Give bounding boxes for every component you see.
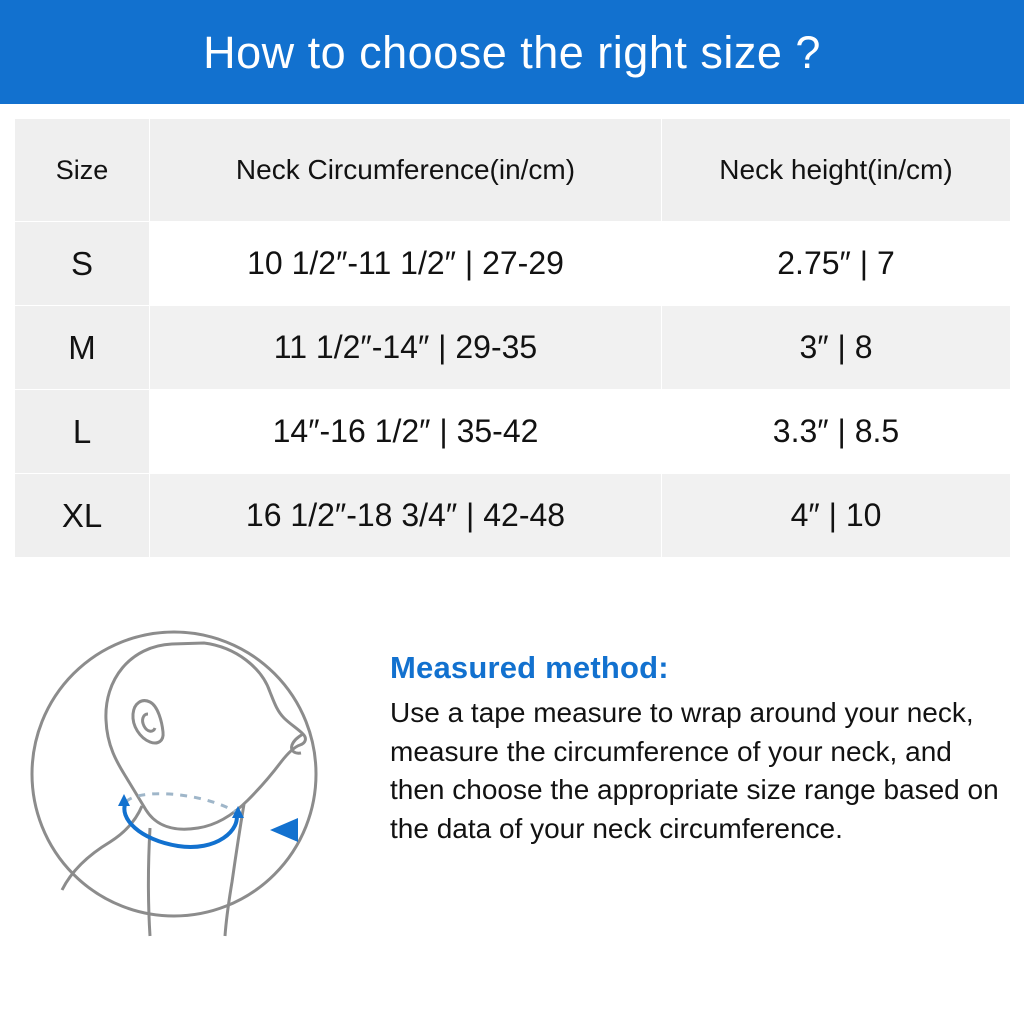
table-row bbox=[15, 306, 1011, 390]
cell-neck-height: 4″ | 10 bbox=[662, 474, 1011, 558]
neck-diagram-svg bbox=[22, 614, 362, 944]
table-row bbox=[15, 474, 1011, 558]
neck-back-line-icon bbox=[149, 828, 151, 936]
size-chart-table bbox=[14, 118, 1011, 558]
size-table-container bbox=[0, 104, 1024, 558]
column-header-neck-circumference: Neck Circumference(in/cm) bbox=[150, 119, 662, 222]
cell-size: L bbox=[15, 390, 150, 474]
column-header-neck-height: Neck height(in/cm) bbox=[662, 119, 1011, 222]
cell-size: M bbox=[15, 306, 150, 390]
table-header bbox=[15, 119, 1011, 222]
shoulder-line-icon bbox=[62, 806, 142, 890]
cell-neck-height: 2.75″ | 7 bbox=[662, 222, 1011, 306]
table-row bbox=[15, 222, 1011, 306]
table-row bbox=[15, 390, 1011, 474]
measured-method-body: Use a tape measure to wrap around your neck, measure the circumference of your neck, and then choose the appropriate size range based on the data of your neck circumference. bbox=[390, 697, 999, 844]
cell-neck-height: 3″ | 8 bbox=[662, 306, 1011, 390]
table-header-row bbox=[15, 119, 1011, 222]
measured-method-block bbox=[372, 614, 1002, 849]
measurement-section bbox=[0, 558, 1024, 949]
head-profile-icon bbox=[106, 643, 306, 829]
table-body bbox=[15, 222, 1011, 558]
cell-neck-height: 3.3″ | 8.5 bbox=[662, 390, 1011, 474]
ear-icon bbox=[133, 701, 163, 743]
cell-size: S bbox=[15, 222, 150, 306]
page-title: How to choose the right size ? bbox=[203, 26, 821, 78]
column-header-size: Size bbox=[15, 119, 150, 222]
cell-size: XL bbox=[15, 474, 150, 558]
ear-inner-icon bbox=[143, 714, 155, 731]
header-banner bbox=[0, 0, 1024, 104]
neck-measurement-illustration bbox=[22, 614, 372, 949]
cell-neck-circumference: 16 1/2″-18 3/4″ | 42-48 bbox=[150, 474, 662, 558]
pointer-arrow-icon bbox=[270, 818, 298, 842]
measured-method-title: Measured method: bbox=[390, 650, 669, 685]
cell-neck-circumference: 11 1/2″-14″ | 29-35 bbox=[150, 306, 662, 390]
cell-neck-circumference: 10 1/2″-11 1/2″ | 27-29 bbox=[150, 222, 662, 306]
cell-neck-circumference: 14″-16 1/2″ | 35-42 bbox=[150, 390, 662, 474]
